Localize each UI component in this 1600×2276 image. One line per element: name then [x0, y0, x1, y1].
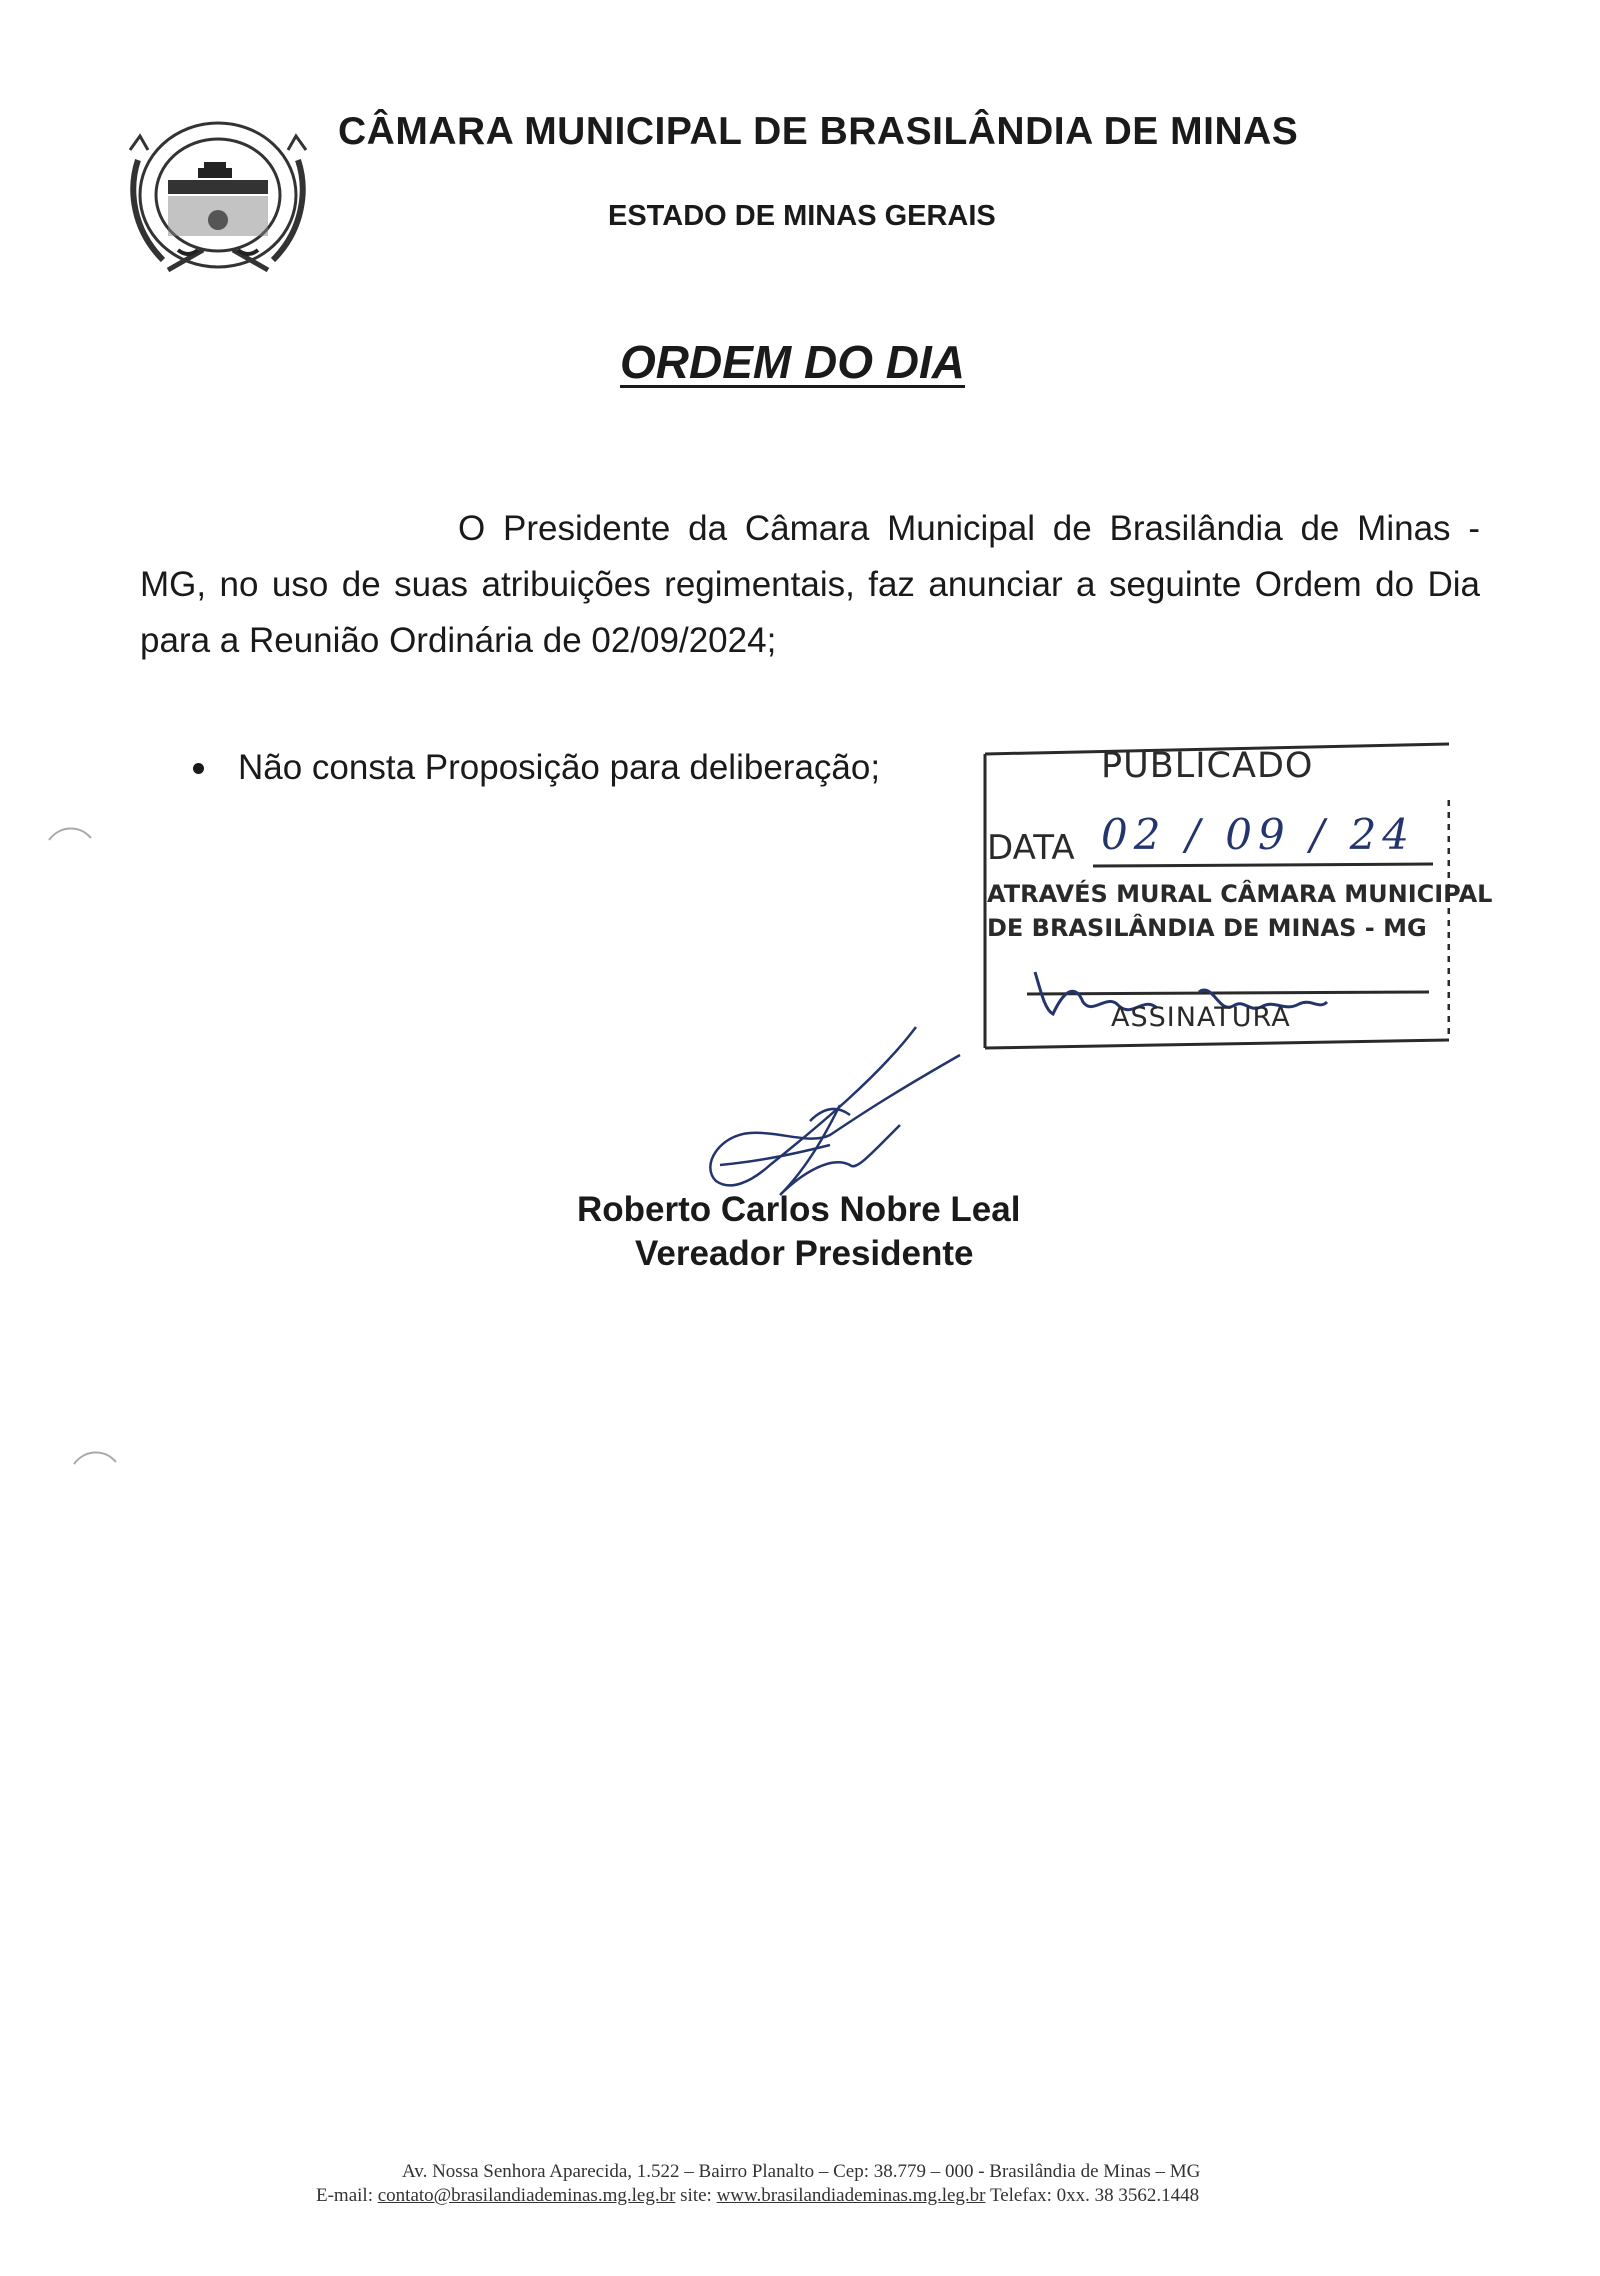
stamp-line-1: ATRAVÉS MURAL CÂMARA MUNICIPAL — [987, 880, 1493, 908]
footer-email-label: E-mail: — [316, 2185, 373, 2206]
footer-phone: Telefax: 0xx. 38 3562.1448 — [989, 2185, 1200, 2206]
punch-hole-mark-icon — [70, 1442, 120, 1472]
punch-hole-mark-icon — [45, 818, 95, 848]
footer-contact — [316, 2184, 1199, 2208]
document-title: ORDEM DO DIA — [620, 336, 965, 388]
stamp-line-2: DE BRASILÂNDIA DE MINAS - MG — [987, 914, 1427, 942]
agenda-item-text: Não consta Proposição para deliberação; — [238, 748, 881, 787]
stamp-date-value: 02 / 09 / 24 — [1101, 810, 1416, 859]
signatory-name: Roberto Carlos Nobre Leal — [577, 1190, 1021, 1229]
municipal-seal-icon — [108, 100, 328, 280]
footer-address: Av. Nossa Senhora Aparecida, 1.522 – Bairro Planalto – Cep: 38.779 – 000 - Brasilândia de Minas – MG — [402, 2161, 1201, 2182]
handwritten-signature-icon — [660, 1015, 980, 1215]
footer-site-label: site: — [680, 2185, 712, 2206]
stamp-date-label: DATA — [987, 828, 1075, 868]
stamp-heading: PUBLICADO — [1101, 746, 1314, 786]
footer-site-link[interactable]: www.brasilandiademinas.mg.leg.br — [716, 2185, 986, 2206]
organization-name: CÂMARA MUNICIPAL DE BRASILÂNDIA DE MINAS — [338, 110, 1299, 153]
announcement-paragraph: O Presidente da Câmara Municipal de Brasilândia de Minas - MG, no uso de suas atribuições regimentais, faz anunciar a seguinte Ordem do Dia para a Reunião Ordinária de 02/09/2024; — [140, 509, 1480, 660]
signatory-role: Vereador Presidente — [635, 1234, 974, 1273]
agenda-item — [193, 748, 880, 788]
state-name: ESTADO DE MINAS GERAIS — [608, 200, 996, 232]
footer-email-link[interactable]: contato@brasilandiademinas.mg.leg.br — [377, 2185, 676, 2206]
publication-stamp — [983, 740, 1493, 1050]
stamp-signature-caption: ASSINATURA — [1111, 1002, 1291, 1033]
bullet-icon — [193, 763, 204, 774]
